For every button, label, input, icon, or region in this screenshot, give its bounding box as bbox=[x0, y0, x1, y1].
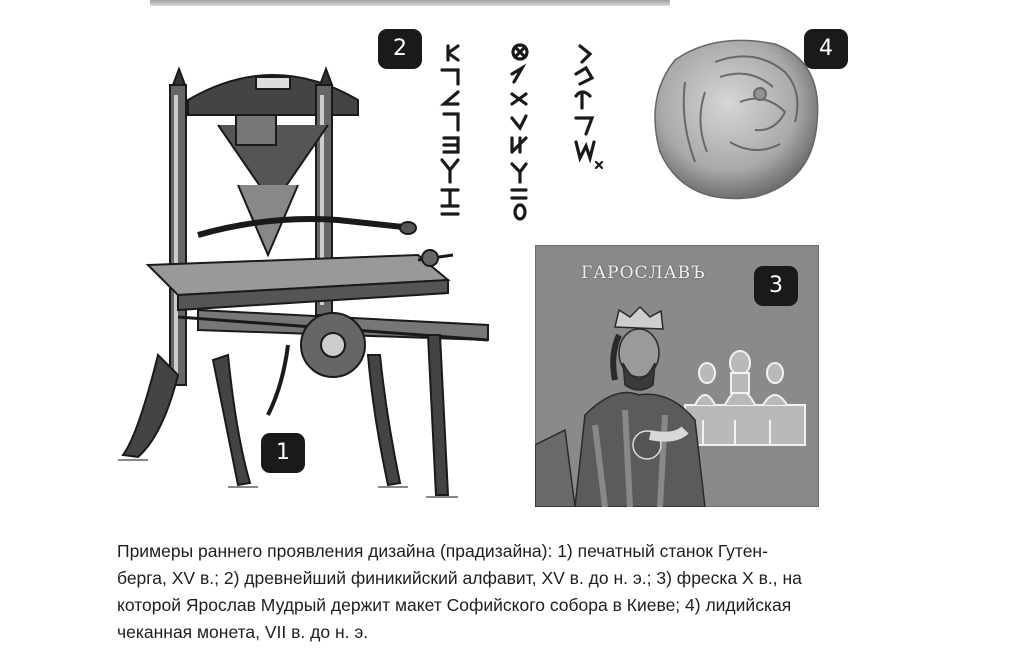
badge-3: 3 bbox=[754, 266, 798, 306]
cropped-top-text-edge bbox=[150, 0, 670, 6]
caption-line-4: чеканная монета, VII в. до н. э. bbox=[117, 622, 369, 642]
phoenician-alphabet-illustration bbox=[430, 38, 610, 223]
fresco-inscription: ГАРОСЛАВЪ bbox=[581, 263, 706, 283]
caption-line-2: берга, XV в.; 2) древнейший финикийский алфавит, XV в. до н. э.; 3) фреска X в., на bbox=[117, 568, 802, 588]
caption-line-1: Примеры раннего проявления дизайна (прадизайна): 1) печатный станок Гутен- bbox=[117, 541, 768, 561]
caption-line-3: которой Ярослав Мудрый держит макет Софийского собора в Киеве; 4) лидийская bbox=[117, 595, 792, 615]
lydian-coin-illustration bbox=[645, 32, 825, 207]
badge-2: 2 bbox=[378, 29, 422, 69]
figure-caption bbox=[117, 538, 877, 646]
badge-4: 4 bbox=[804, 29, 848, 69]
badge-1: 1 bbox=[261, 433, 305, 473]
